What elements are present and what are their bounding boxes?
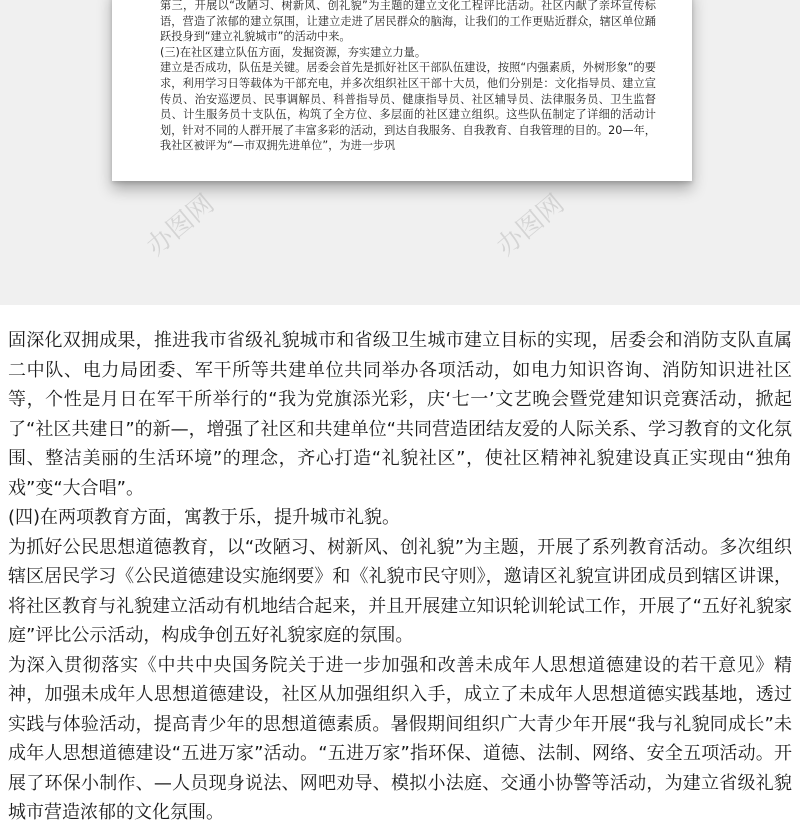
watermark: 办图网 xyxy=(491,188,571,262)
body-paragraph: 为深入贯彻落实《中共中央国务院关于进一步加强和改善未成年人思想道德建设的若干意见》精神，加强未成年人思想道德建设，社区从加强组织入手，成立了未成年人思想道德实践基地，透过实践与体验活动，提高青少年的思想道德素质。暑假期间组织广大青少年开展“我与礼貌同成长”未成年人思想道德建设“五进万家”活动。“五进万家”指环保、道德、法制、网络、安全五项活动。开展了环保小制作、—人员现身说法、网吧劝导、模拟小法庭、交通小协警等活动，为建立省级礼貌城市营造浓郁的文化氛围。 xyxy=(8,654,792,823)
watermark: 办图网 xyxy=(141,188,221,262)
preview-paragraph: (三)在社区建立队伍方面，发掘资源，夯实建立力量。 xyxy=(160,45,427,59)
body-paragraph: 固深化双拥成果，推进我市省级礼貌城市和省级卫生城市建立目标的实现，居委会和消防支队直属二中队、电力局团委、军干所等共建单位共同举办各项活动，如电力知识咨询、消防知识进社区等，个性是月日在军干所举行的“我为党旗添光彩，庆‘七一’文艺晚会暨党建知识竞赛活动，掀起了“社区共建日”的新—，增强了社区和共建单位“共同营造团结友爱的人际关系、学习教育的文化氛围、整洁美丽的生活环境”的理念，齐心打造“礼貌社区”，使社区精神礼貌建设真正实现由“独角戏”变“大合唱”。 xyxy=(8,330,792,499)
document-page-preview xyxy=(112,0,692,181)
body-paragraph: 为抓好公民思想道德教育，以“改陋习、树新风、创礼貌”为主题，开展了系列教育活动。多次组织辖区居民学习《公民道德建设实施纲要》和《礼貌市民守则》，邀请区礼貌宣讲团成员到辖区讲课，将社区教育与礼貌建立活动有机地结合起来，并且开展建立知识轮训轮试工作，开展了“五好礼貌家庭”评比公示活动，构成争创五好礼貌家庭的氛围。 xyxy=(8,536,792,646)
section-heading: (四)在两项教育方面，寓教于乐，提升城市礼貌。 xyxy=(8,507,401,528)
document-body xyxy=(8,326,792,828)
preview-text xyxy=(160,0,656,154)
document-preview-area xyxy=(0,0,800,305)
preview-paragraph: 第三，开展以“改陋习、树新风、创礼貌”为主题的建立文化工程评比活动。社区内献了亲坏宣传标语，营造了浓郁的建立氛围，让建立走进了居民群众的脑海，让我们的工作更贴近群众，辖区单位踊跃投身到“建立礼貌城市”的活动中来。 xyxy=(160,0,656,44)
preview-paragraph: 建立是否成功，队伍是关键。居委会首先是抓好社区干部队伍建设，按照“内强素质，外树形象”的要求，利用学习日等载体为干部充电，并多次组织社区干部十大员，他们分别是：文化指导员、建立宣传员、治安巡逻员、民事调解员、科普指导员、健康指导员、社区辅导员、法律服务员、卫生监督员、计生服务员十支队伍，构筑了全方位、多层面的社区建立组织。这些队伍制定了详细的活动计划，针对不同的人群开展了丰富多彩的活动，到达自我服务、自我教育、自我管理的目的。20—年，我社区被评为“—市双拥先进单位”，为进一步巩 xyxy=(160,61,656,153)
